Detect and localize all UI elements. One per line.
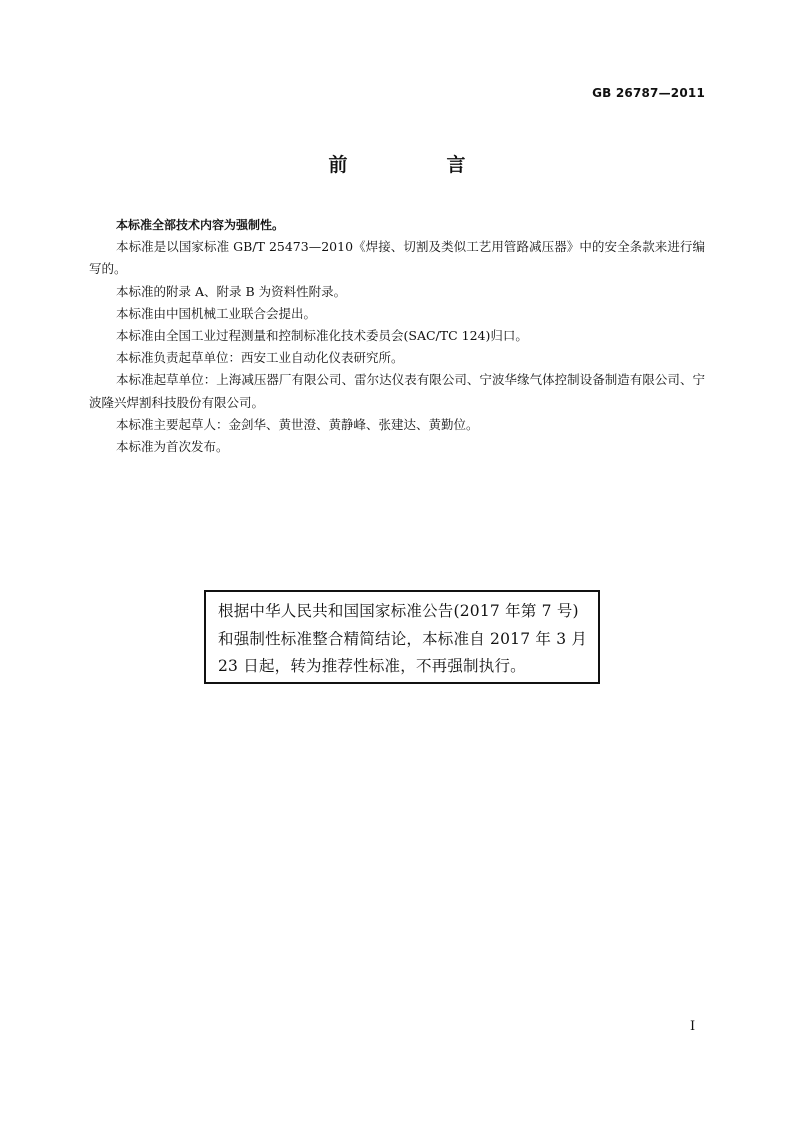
preface-body — [89, 214, 705, 458]
page-number: I — [690, 1019, 696, 1034]
preface-paragraph-drafters: 本标准主要起草人：金剑华、黄世澄、黄静峰、张建达、黄勤位。 — [116, 416, 479, 432]
preface-paragraph-first-release: 本标准为首次发布。 — [116, 439, 229, 455]
preface-paragraph-mandatory: 本标准全部技术内容为强制性。 — [116, 218, 285, 232]
preface-paragraph-proposer: 本标准由中国机械工业联合会提出。 — [116, 305, 317, 321]
standard-code: GB 26787—2011 — [592, 86, 705, 100]
preface-paragraph-annexes: 本标准的附录 A、附录 B 为资料性附录。 — [116, 283, 347, 299]
preface-paragraph-drafting-units: 本标准起草单位：上海减压器厂有限公司、雷尔达仪表有限公司、宁波华缘气体控制设备制造有限公司、宁波隆兴焊割科技股份有限公司。 — [89, 372, 705, 410]
page-title: 前 言 — [328, 154, 506, 176]
preface-paragraph-basis: 本标准是以国家标准 GB/T 25473—2010《焊接、切割及类似工艺用管路减压器》中的安全条款来进行编写的。 — [89, 239, 705, 277]
preface-paragraph-committee: 本标准由全国工业过程测量和控制标准化技术委员会(SAC/TC 124)归口。 — [116, 328, 528, 344]
status-notice-box: 根据中华人民共和国国家标准公告(2017 年第 7 号)和强制性标准整合精简结论，本标准自 2017 年 3 月 23 日起，转为推荐性标准，不再强制执行。 — [204, 590, 600, 684]
preface-paragraph-responsible-drafter: 本标准负责起草单位：西安工业自动化仪表研究所。 — [116, 350, 404, 366]
